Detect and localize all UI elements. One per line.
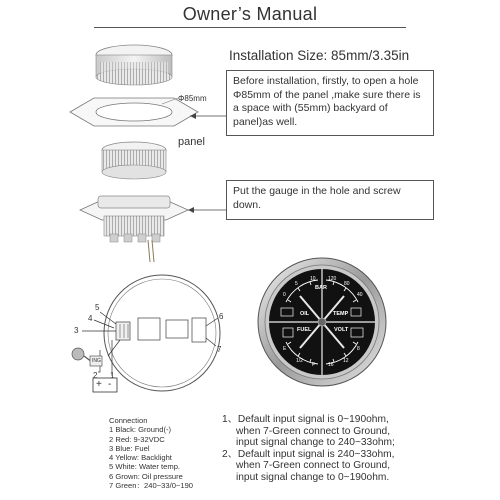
temp-tick-120: 120 xyxy=(328,276,337,282)
connection-item: 5 White: Water temp. xyxy=(109,462,181,472)
installation-size: Installation Size: 85mm/3.35in xyxy=(229,48,410,63)
oil-tick-10: 10 xyxy=(310,276,316,282)
signal-notes xyxy=(222,414,492,484)
ignition-label: ING xyxy=(92,358,101,364)
connection-item: 4 Yellow: Backlight xyxy=(109,453,172,463)
connection-title: Connection xyxy=(109,416,148,425)
wire-number-7: 7 xyxy=(217,345,222,354)
installation-step-2: Put the gauge in the hole and screw down. xyxy=(226,180,434,220)
connection-item: 1 Black: Ground(-) xyxy=(109,425,172,435)
gauge-oil-label: OIL xyxy=(300,311,310,317)
signal-note-1 xyxy=(222,414,492,449)
connection-item: 3 Blue: Fuel xyxy=(109,443,150,453)
temp-tick-40: 40 xyxy=(357,292,363,298)
diameter-label: Φ85mm xyxy=(178,94,207,103)
connection-legend xyxy=(109,416,193,490)
battery-plus: + xyxy=(96,379,102,390)
wire-number-5: 5 xyxy=(95,303,100,312)
connection-item: 6 Grown: Oil pressure xyxy=(109,471,183,481)
gauge-fuel-label: FUEL xyxy=(297,327,312,333)
fuel-tick-half: 1/2 xyxy=(296,358,303,364)
installation-step-1: Before installation, firstly, to open a hole Φ85mm of the panel ,make sure there is a space with (55mm) backyard of panel)as well. xyxy=(226,70,434,136)
temp-tick-80: 80 xyxy=(344,281,350,287)
fuel-tick-e: E xyxy=(283,346,287,352)
gauge-volt-label: VOLT xyxy=(334,327,349,333)
note-line: input signal change to 0~190ohm. xyxy=(236,471,390,483)
wire-number-6: 6 xyxy=(219,312,224,321)
gauge-temp-label: TEMP xyxy=(333,311,349,317)
connection-item: 2 Red: 9-32VDC xyxy=(109,434,165,444)
wire-number-1: 1 xyxy=(110,371,115,380)
panel-label: panel xyxy=(178,136,205,148)
oil-tick-0: 0 xyxy=(283,292,286,298)
page-title: Owner’s Manual xyxy=(182,4,318,24)
battery-minus: - xyxy=(108,379,112,390)
wire-number-3: 3 xyxy=(74,326,79,335)
note-line: 2、Default input signal is 240~33ohm, xyxy=(222,448,395,460)
note-line: 1、Default input signal is 0~190ohm, xyxy=(222,414,389,425)
oil-tick-5: 5 xyxy=(295,281,298,287)
wire-number-4: 4 xyxy=(88,314,93,323)
signal-note-2 xyxy=(222,449,492,484)
note-line: input signal change to 240~33ohm; xyxy=(236,437,395,449)
fuel-tick-f: F xyxy=(312,362,316,368)
note-line: when 7-Green connect to Ground, xyxy=(236,460,391,472)
connection-item: 7 Green：240~33/0~190 xyxy=(109,481,194,491)
volt-tick-8: 8 xyxy=(357,346,360,352)
wire-number-2: 2 xyxy=(93,371,98,380)
volt-tick-16: 16 xyxy=(328,362,334,368)
gauge-bar-label: BAR xyxy=(315,285,327,291)
note-line: when 7-Green connect to Ground, xyxy=(236,425,391,437)
volt-tick-12: 12 xyxy=(343,358,349,364)
